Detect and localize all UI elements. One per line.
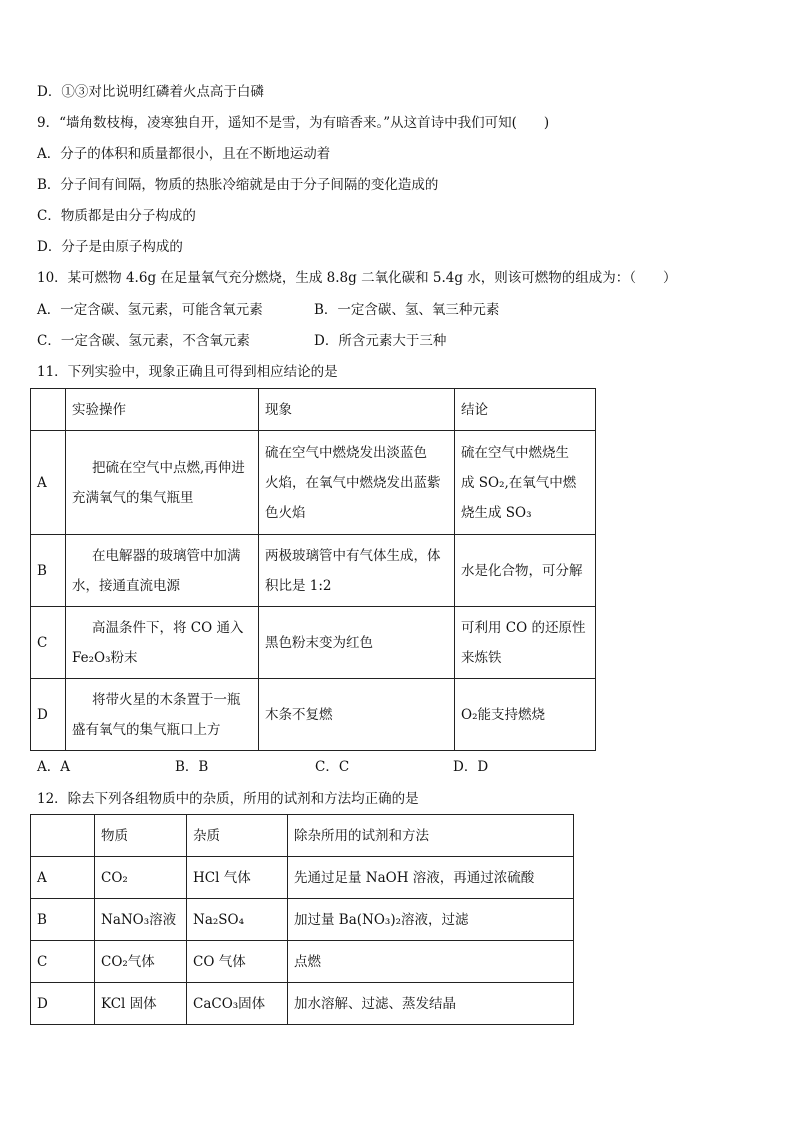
conclusion-line: 水是化合物，可分解	[461, 562, 583, 579]
phenomenon-cell	[259, 431, 455, 535]
q9-option-c: C．物质都是由分子构成的	[37, 208, 196, 224]
q11-header-row	[31, 389, 596, 431]
q12-header-method: 除杂所用的试剂和方法	[288, 815, 574, 857]
phenomenon-cell	[259, 607, 455, 679]
operation-line: 把硫在空气中点燃,再伸进	[92, 459, 245, 476]
q11-header-blank	[31, 389, 66, 431]
q11-row-b	[31, 535, 596, 607]
substance-cell: CO₂气体	[95, 941, 187, 983]
conclusion-line: 硫在空气中燃烧生	[461, 444, 569, 461]
conclusion-cell	[455, 535, 596, 607]
q9-option-d: D．分子是由原子构成的	[37, 239, 183, 255]
row-label: A	[31, 431, 66, 535]
substance-cell: NaNO₃溶液	[95, 899, 187, 941]
q12-row-b	[31, 899, 574, 941]
phenomenon-line: 两极玻璃管中有气体生成，体	[265, 547, 441, 564]
conclusion-line: 可利用 CO 的还原性	[461, 619, 586, 636]
q11-row-d	[31, 679, 596, 751]
q10-option-a: A．一定含碳、氢元素，可能含氧元素	[37, 302, 263, 318]
q11-option-a: A．A	[37, 759, 70, 775]
q11-row-a	[31, 431, 596, 535]
q10-option-c: C．一定含碳、氢元素，不含氧元素	[37, 333, 250, 349]
substance-cell: KCl 固体	[95, 983, 187, 1025]
q12-header-row	[31, 815, 574, 857]
q11-option-b: B．B	[175, 759, 209, 775]
impurity-cell: CO 气体	[187, 941, 288, 983]
operation-line: 水，接通直流电源	[72, 577, 180, 594]
q12-header-blank	[31, 815, 95, 857]
phenomenon-line: 火焰，在氧气中燃烧发出蓝紫	[265, 474, 441, 491]
operation-cell	[66, 431, 259, 535]
q12-row-d	[31, 983, 574, 1025]
q11-header-phenomenon: 现象	[259, 389, 455, 431]
method-cell: 加水溶解、过滤、蒸发结晶	[288, 983, 574, 1025]
operation-line: 在电解器的玻璃管中加满	[92, 547, 241, 564]
conclusion-line: O₂能支持燃烧	[461, 706, 545, 723]
row-label: C	[31, 607, 66, 679]
q11-options	[37, 757, 488, 777]
conclusion-cell	[455, 431, 596, 535]
q8-option-d: D．①③对比说明红磷着火点高于白磷	[37, 84, 264, 100]
method-cell: 点燃	[288, 941, 574, 983]
row-label: B	[31, 899, 95, 941]
operation-line: 盛有氧气的集气瓶口上方	[72, 721, 221, 738]
q11-option-d: D．D	[453, 759, 489, 775]
q11-header-conclusion: 结论	[455, 389, 596, 431]
phenomenon-line: 硫在空气中燃烧发出淡蓝色	[265, 444, 427, 461]
impurity-cell: HCl 气体	[187, 857, 288, 899]
q11-table	[30, 388, 596, 751]
phenomenon-line: 色火焰	[265, 504, 306, 521]
row-label: A	[31, 857, 95, 899]
phenomenon-cell	[259, 679, 455, 751]
q12-header-impurity: 杂质	[187, 815, 288, 857]
q9-stem: 9．“墙角数枝梅，凌寒独自开，遥知不是雪，为有暗香来。”从这首诗中我们可知( )	[37, 115, 550, 131]
row-label: D	[31, 983, 95, 1025]
q9-option-b: B．分子间有间隔，物质的热胀冷缩就是由于分子间隔的变化造成的	[37, 177, 439, 193]
substance-cell: CO₂	[95, 857, 187, 899]
phenomenon-line: 黑色粉末变为红色	[265, 634, 373, 651]
impurity-cell: Na₂SO₄	[187, 899, 288, 941]
conclusion-line: 烧生成 SO₃	[461, 504, 532, 521]
operation-cell	[66, 607, 259, 679]
row-label: C	[31, 941, 95, 983]
q12-stem: 12．除去下列各组物质中的杂质，所用的试剂和方法均正确的是	[37, 791, 419, 807]
q12-header-substance: 物质	[95, 815, 187, 857]
conclusion-cell	[455, 607, 596, 679]
operation-cell	[66, 679, 259, 751]
operation-line: 充满氧气的集气瓶里	[72, 489, 194, 506]
row-label: D	[31, 679, 66, 751]
operation-line: 高温条件下，将 CO 通入	[92, 619, 244, 636]
conclusion-cell	[455, 679, 596, 751]
q9-option-a: A．分子的体积和质量都很小，且在不断地运动着	[37, 146, 331, 162]
q10-option-d: D．所含元素大于三种	[314, 333, 447, 349]
q11-stem: 11．下列实验中，现象正确且可得到相应结论的是	[37, 364, 338, 380]
q11-row-c	[31, 607, 596, 679]
operation-line: Fe₂O₃粉末	[72, 649, 138, 666]
conclusion-line: 成 SO₂,在氧气中燃	[461, 474, 577, 491]
operation-line: 将带火星的木条置于一瓶	[92, 691, 241, 708]
q12-row-c	[31, 941, 574, 983]
phenomenon-cell	[259, 535, 455, 607]
q12-row-a	[31, 857, 574, 899]
phenomenon-line: 积比是 1:2	[265, 577, 332, 594]
conclusion-line: 来炼铁	[461, 649, 502, 666]
row-label: B	[31, 535, 66, 607]
method-cell: 先通过足量 NaOH 溶液，再通过浓硫酸	[288, 857, 574, 899]
q10-stem: 10．某可燃物 4.6g 在足量氧气充分燃烧，生成 8.8g 二氧化碳和 5.4g 水，则该可燃物的组成为：（ ）	[37, 270, 677, 286]
q12-table	[30, 814, 574, 1025]
q10-option-b: B．一定含碳、氢、氧三种元素	[314, 302, 500, 318]
q11-header-operation: 实验操作	[66, 389, 259, 431]
operation-cell	[66, 535, 259, 607]
phenomenon-line: 木条不复燃	[265, 706, 333, 723]
method-cell: 加过量 Ba(NO₃)₂溶液，过滤	[288, 899, 574, 941]
impurity-cell: CaCO₃固体	[187, 983, 288, 1025]
q11-option-c: C．C	[315, 759, 350, 775]
